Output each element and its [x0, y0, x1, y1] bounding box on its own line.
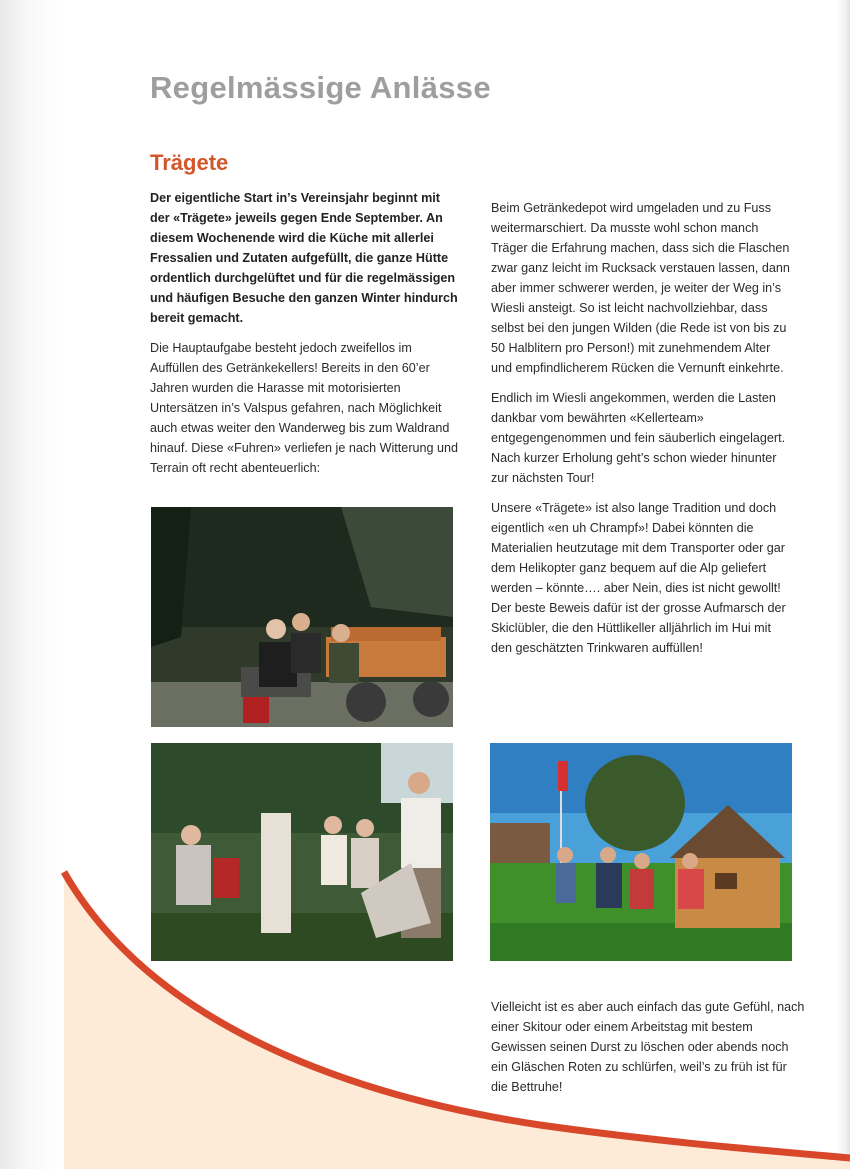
page-title: Regelmässige Anlässe [150, 70, 491, 105]
left-column [150, 188, 460, 488]
body-paragraph: Endlich im Wiesli angekommen, werden die Lasten dankbar vom bewährten «Kellerteam» entgegengenommen und fein säuberlich eingelagert. Nach kurzer Erholung geht’s schon wieder hinunter zur nächsten Tour! [491, 391, 786, 485]
body-paragraph: Unsere «Trägete» ist also lange Tradition und doch eigentlich «en uh Chrampf»! Dabei könnten die Materialien heutzutage mit dem Transporter oder gar dem Helikopter ganz bequem auf die Alp geliefert werden – könnte…. aber Nein, dies ist nicht gewollt! Der beste Beweis dafür ist der grosse Aufmarsch der Skiclübler, die den Hüttlikeller alljährlich im Hui mit den geschätzten Trinkwaren auffüllen! [491, 501, 786, 655]
body-paragraph: Die Hauptaufgabe besteht jedoch zweifellos im Auffüllen des Getränkekellers! Bereits in den 60’er Jahren wurden die Harasse mit motorisierten Untersätzen in’s Valspus gefahren, nach Möglichkeit auch etwas weiter den Wanderweg bis zum Waldrand hinauf. Diese «Fuhren» verliefen je nach Witterung und Terrain oft recht abenteuerlich: [150, 341, 459, 475]
body-paragraph: Beim Getränkedepot wird umgeladen und zu Fuss weitermarschiert. Da musste wohl schon manch Träger die Erfahrung machen, dass sich die Flaschen zwar ganz leicht im Rucksack verstauen lassen, dann aber immer schwerer werden, je weiter der Weg in’s Wiesli ansteigt. So ist leicht nachvollziehbar, dass selbst bei den jungen Wilden (die Rede ist von bis zu 50 Halblitern pro Person!) mit zunehmendem Alter und empfindlicherem Rücken die Vernunft einkehrte. [491, 201, 790, 375]
photo-hiking-to-hut [490, 743, 792, 961]
intro-paragraph: Der eigentliche Start in’s Vereinsjahr beginnt mit der «Trägete» jeweils gegen Ende September. An diesem Wochenende wird die Küche mit allerlei Fressalien und Zutaten aufgefüllt, die ganze Hütte ordentlich durchgelüftet und für die regelmässigen und häufigen Besuche den ganzen Winter hindurch bereit gemacht. [150, 191, 458, 325]
photo-tractor-transport [151, 507, 453, 727]
photo-unloading-crates [151, 743, 453, 961]
right-column [491, 198, 791, 668]
closing-paragraph: Vielleicht ist es aber auch einfach das gute Gefühl, nach einer Skitour oder einem Arbeitstag mit bestem Gewissen seinen Durst zu löschen oder abends noch ein Gläschen Roten zu schlürfen, weil’s zu früh ist für die Bettruhe! [491, 1000, 805, 1094]
section-title: Trägete [150, 150, 229, 175]
